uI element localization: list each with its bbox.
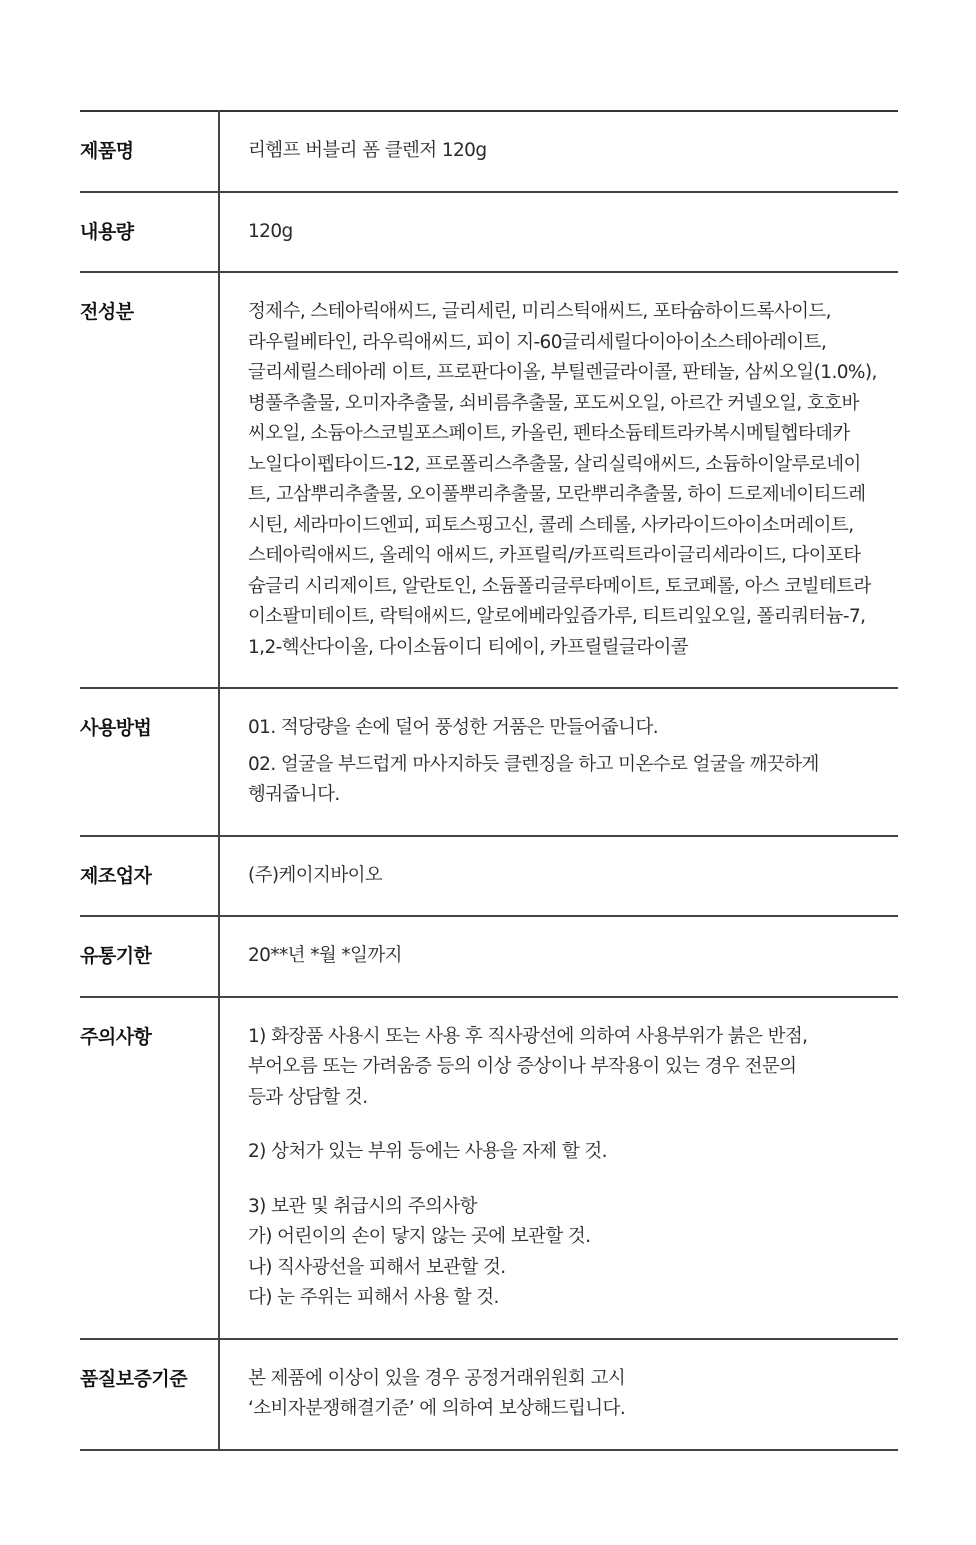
caution-item-3-c: 다) 눈 주위는 피해서 사용 할 것. — [248, 1287, 499, 1308]
ingredients-label: 전성분 — [80, 272, 219, 688]
row-caution — [80, 997, 898, 1339]
row-ingredients — [80, 272, 898, 688]
volume-label: 내용량 — [80, 192, 219, 273]
row-quality — [80, 1339, 898, 1450]
ingredients-line: 글리세릴스테아레 이트, 프로판다이올, 부틸렌글라이콜, 판테놀, 삼씨오일(1.0%), — [248, 362, 877, 383]
caution-item-1-cont: 등과 상담할 것. — [248, 1086, 368, 1108]
row-expiry — [80, 916, 898, 997]
product-name-label: 제품명 — [80, 111, 219, 192]
usage-step-1: 01. 적당량을 손에 덜어 풍성한 거품은 만들어줍니다. — [248, 717, 659, 738]
caution-label: 주의사항 — [80, 997, 219, 1339]
usage-value — [219, 688, 898, 836]
usage-step-2-cont: 헹궈줍니다. — [248, 784, 340, 805]
ingredients-line: 스테아릭애씨드, 올레익 애씨드, 카프릴릭/카프릭트라이글리세라이드, 다이포타 — [248, 545, 861, 566]
product-info-table — [80, 110, 898, 1451]
ingredients-line: 노일다이펩타이드-12, 프로폴리스추출물, 살리실릭애씨드, 소듐하이알루로네이 — [248, 453, 861, 475]
caution-item-1: 1) 화장품 사용시 또는 사용 후 직사광선에 의하여 사용부위가 붉은 반점, — [248, 1025, 808, 1047]
quality-line-1: 본 제품에 이상이 있을 경우 공정거래위원회 고시 — [248, 1367, 626, 1389]
ingredients-line: 1,2-헥산다이올, 다이소듐이디 티에이, 카프릴릴글라이콜 — [248, 636, 689, 658]
ingredients-line: 트, 고삼뿌리추출물, 오이풀뿌리추출물, 모란뿌리추출물, 하이 드로제네이티드레 — [248, 484, 866, 505]
quality-value — [219, 1339, 898, 1450]
ingredients-line: 씨오일, 소듐아스코빌포스페이트, 카올린, 펜타소듐테트라카복시메틸헵타데카 — [248, 423, 850, 444]
ingredients-line: 정제수, 스테아릭애씨드, 글리세린, 미리스틱애씨드, 포타슘하이드록사이드, — [248, 301, 831, 322]
caution-item-1-cont: 부어오름 또는 가려움증 등의 이상 증상이나 부작용이 있는 경우 전문의 — [248, 1056, 797, 1077]
manufacturer-value: (주)케이지바이오 — [219, 836, 898, 917]
product-name-value: 리헴프 버블리 폼 클렌저 120g — [219, 111, 898, 192]
caution-item-3-b: 나) 직사광선을 피해서 보관할 것. — [248, 1256, 506, 1278]
ingredients-line: 라우릴베타인, 라우릭애씨드, 피이 지-60글리세릴다이아이소스테아레이트, — [248, 331, 827, 353]
usage-step-2: 02. 얼굴을 부드럽게 마사지하듯 클렌징을 하고 미온수로 얼굴을 깨끗하게 — [248, 753, 819, 775]
usage-label: 사용방법 — [80, 688, 219, 836]
caution-item-2: 2) 상처가 있는 부위 등에는 사용을 자제 할 것. — [248, 1141, 607, 1162]
manufacturer-label: 제조업자 — [80, 836, 219, 917]
caution-value — [219, 997, 898, 1339]
row-product-name — [80, 111, 898, 192]
row-manufacturer — [80, 836, 898, 917]
quality-label: 품질보증기준 — [80, 1339, 219, 1450]
caution-item-3-title: 3) 보관 및 취급시의 주의사항 — [248, 1195, 477, 1217]
row-volume — [80, 192, 898, 273]
expiry-value: 20**년 *월 *일까지 — [219, 916, 898, 997]
ingredients-line: 슘글리 시리제이트, 알란토인, 소듐폴리글루타메이트, 토코페롤, 아스 코빌테트라 — [248, 575, 871, 597]
ingredients-line: 이소팔미테이트, 락틱애씨드, 알로에베라잎즙가루, 티트리잎오일, 폴리쿼터늄-7, — [248, 606, 866, 627]
expiry-label: 유통기한 — [80, 916, 219, 997]
ingredients-value — [219, 272, 898, 688]
volume-value: 120g — [219, 192, 898, 273]
ingredients-line: 시틴, 세라마이드엔피, 피토스핑고신, 콜레 스테롤, 사카라이드아이소머레이트, — [248, 514, 854, 536]
quality-line-2: ‘소비자분쟁해결기준’ 에 의하여 보상해드립니다. — [248, 1398, 626, 1419]
caution-item-3-a: 가) 어린이의 손이 닿지 않는 곳에 보관할 것. — [248, 1226, 591, 1247]
row-usage — [80, 688, 898, 836]
ingredients-line: 병풀추출물, 오미자추출물, 쇠비름추출물, 포도씨오일, 아르간 커넬오일, 호호바 — [248, 392, 859, 414]
